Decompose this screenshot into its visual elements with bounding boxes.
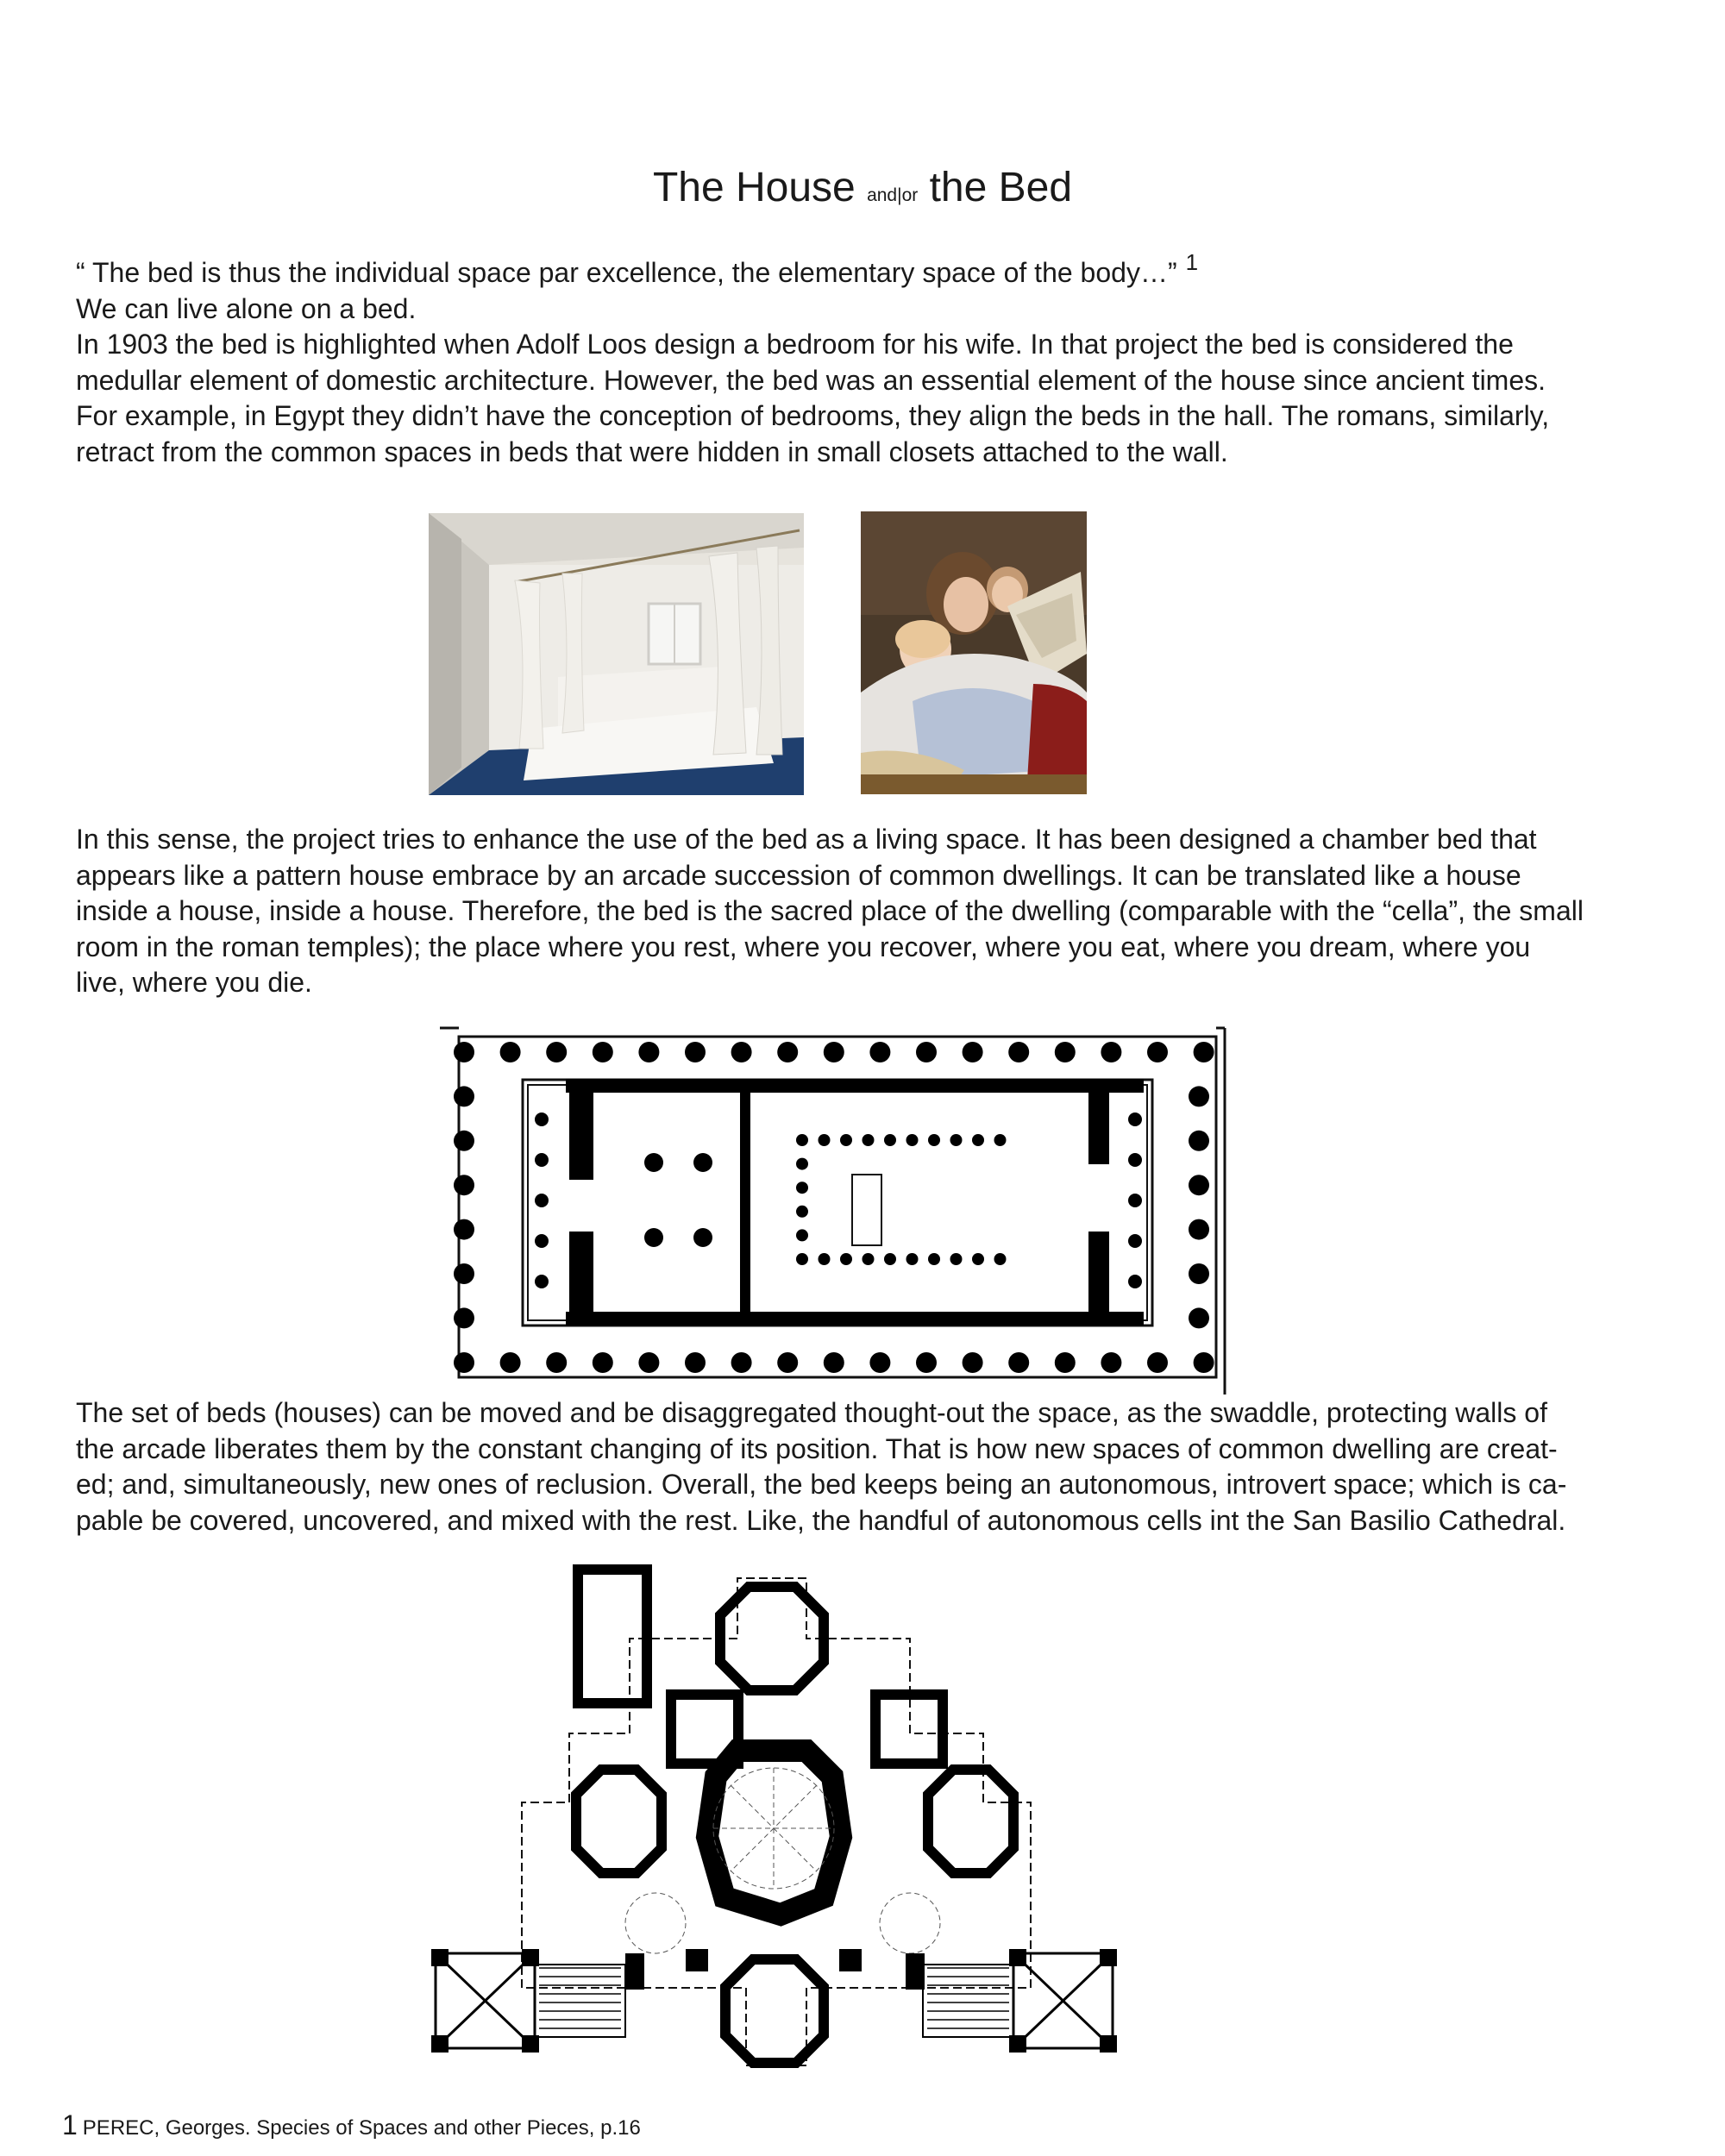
column-mark — [796, 1253, 808, 1265]
title-part-2: the Bed — [929, 165, 1073, 210]
column-mark — [500, 1352, 521, 1373]
column-mark — [454, 1042, 474, 1062]
column-mark — [1008, 1352, 1029, 1373]
column-mark — [819, 1134, 831, 1146]
column-mark — [824, 1042, 844, 1062]
column-mark — [1055, 1042, 1076, 1062]
column-mark — [1128, 1194, 1142, 1207]
footnote-number: 1 — [62, 2109, 78, 2140]
column-mark — [454, 1307, 474, 1328]
column-mark — [994, 1253, 1007, 1265]
column-mark — [593, 1352, 613, 1373]
column-mark — [731, 1042, 752, 1062]
column-mark — [1189, 1131, 1209, 1151]
column-mark — [1189, 1086, 1209, 1106]
column-mark — [454, 1219, 474, 1240]
column-mark — [454, 1086, 474, 1106]
loos-bedroom-photo — [429, 513, 804, 795]
text-line: medullar element of domestic architecture. However, the bed was an essential element of the house since ancient times. — [76, 364, 1546, 396]
temple-floor-plan — [440, 1018, 1233, 1397]
column-mark — [454, 1131, 474, 1151]
footnote — [62, 2111, 641, 2142]
column-mark — [1128, 1153, 1142, 1167]
column-mark — [535, 1275, 549, 1288]
column-mark — [535, 1194, 549, 1207]
column-mark — [1128, 1112, 1142, 1126]
column-mark — [454, 1352, 474, 1373]
column-mark — [454, 1263, 474, 1284]
column-mark — [862, 1134, 875, 1146]
column-mark — [1189, 1263, 1209, 1284]
column-mark — [731, 1352, 752, 1373]
column-mark — [546, 1352, 567, 1373]
column-mark — [928, 1253, 940, 1265]
title-part-1: The House — [652, 165, 856, 210]
text-line: For example, in Egypt they didn’t have the conception of bedrooms, they align the beds in the hall. The romans, similarly, — [76, 400, 1550, 431]
column-mark — [906, 1253, 919, 1265]
column-mark — [796, 1229, 808, 1241]
column-mark — [994, 1134, 1007, 1146]
column-mark — [884, 1134, 896, 1146]
movement-paragraph — [76, 1395, 1663, 1539]
text-line: room in the roman temples); the place where you rest, where you recover, where you eat, where you dream, where you — [76, 931, 1531, 962]
column-mark — [693, 1153, 712, 1172]
perec-quote: “ The bed is thus the individual space par excellence, the elementary space of the body…” $^1$ — [76, 249, 1199, 288]
text-line: appears like a pattern house embrace by an arcade succession of common dwellings. It can be translated like a house — [76, 859, 1521, 891]
text-line: In 1903 the bed is highlighted when Adolf Loos design a bedroom for his wife. In that project the bed is considered the — [76, 329, 1514, 360]
bed-painting-photo — [861, 511, 1087, 794]
column-mark — [869, 1352, 890, 1373]
column-mark — [644, 1228, 663, 1247]
column-mark — [869, 1042, 890, 1062]
footnote-text: PEREC, Georges. Species of Spaces and other Pieces, p.16 — [82, 2116, 641, 2140]
column-mark — [535, 1153, 549, 1167]
column-mark — [1128, 1234, 1142, 1248]
column-mark — [777, 1352, 798, 1373]
column-mark — [884, 1253, 896, 1265]
text-line: pable be covered, uncovered, and mixed with the rest. Like, the handful of autonomous cells int the San Basilio Cathedral. — [76, 1504, 1566, 1536]
column-mark — [950, 1134, 963, 1146]
intro-paragraph — [76, 245, 1663, 470]
column-mark — [1147, 1352, 1168, 1373]
column-mark — [796, 1158, 808, 1170]
column-mark — [454, 1175, 474, 1195]
title-conjunction: and|or — [867, 185, 919, 205]
column-mark — [796, 1134, 808, 1146]
concept-paragraph — [76, 822, 1663, 1001]
column-mark — [1189, 1175, 1209, 1195]
column-mark — [963, 1352, 983, 1373]
text-line: live, where you die. — [76, 967, 312, 998]
column-mark — [1101, 1042, 1121, 1062]
column-mark — [819, 1253, 831, 1265]
text-line: We can live alone on a bed. — [76, 292, 417, 324]
column-mark — [500, 1042, 521, 1062]
column-mark — [1055, 1352, 1076, 1373]
text-line: retract from the common spaces in beds that were hidden in small closets attached to the wall. — [76, 436, 1228, 467]
column-mark — [840, 1134, 852, 1146]
san-basilio-cathedral-plan — [427, 1552, 1169, 2096]
page-title — [0, 160, 1725, 223]
column-mark — [685, 1042, 706, 1062]
column-mark — [796, 1181, 808, 1194]
column-mark — [906, 1134, 919, 1146]
column-mark — [862, 1253, 875, 1265]
column-mark — [535, 1112, 549, 1126]
column-mark — [963, 1042, 983, 1062]
text-line: inside a house, inside a house. Therefore, the bed is the sacred place of the dwelling (comparable with the “cella”, the small — [76, 895, 1584, 926]
column-mark — [638, 1352, 659, 1373]
column-mark — [972, 1134, 984, 1146]
text-line: The set of beds (houses) can be moved and be disaggregated thought-out the space, as the swaddle, protecting walls of — [76, 1397, 1547, 1428]
column-mark — [916, 1352, 937, 1373]
column-mark — [796, 1206, 808, 1218]
column-mark — [685, 1352, 706, 1373]
column-mark — [1194, 1042, 1214, 1062]
column-mark — [1147, 1042, 1168, 1062]
column-mark — [916, 1042, 937, 1062]
column-mark — [1189, 1307, 1209, 1328]
column-mark — [593, 1042, 613, 1062]
text-line: the arcade liberates them by the constant changing of its position. That is how new spaces of common dwelling are creat- — [76, 1432, 1558, 1464]
column-mark — [693, 1228, 712, 1247]
column-mark — [950, 1253, 963, 1265]
column-mark — [546, 1042, 567, 1062]
column-mark — [535, 1234, 549, 1248]
text-line: In this sense, the project tries to enhance the use of the bed as a living space. It has been designed a chamber bed that — [76, 824, 1537, 855]
column-mark — [840, 1253, 852, 1265]
column-mark — [928, 1134, 940, 1146]
column-mark — [1008, 1042, 1029, 1062]
column-mark — [1128, 1275, 1142, 1288]
column-mark — [1189, 1219, 1209, 1240]
column-mark — [972, 1253, 984, 1265]
column-mark — [638, 1042, 659, 1062]
column-mark — [1194, 1352, 1214, 1373]
column-mark — [644, 1153, 663, 1172]
text-line: ed; and, simultaneously, new ones of reclusion. Overall, the bed keeps being an autonomous, introvert space; which is ca- — [76, 1469, 1567, 1500]
column-mark — [1101, 1352, 1121, 1373]
column-mark — [777, 1042, 798, 1062]
column-mark — [824, 1352, 844, 1373]
footnote-reference: 1 — [1185, 249, 1199, 275]
